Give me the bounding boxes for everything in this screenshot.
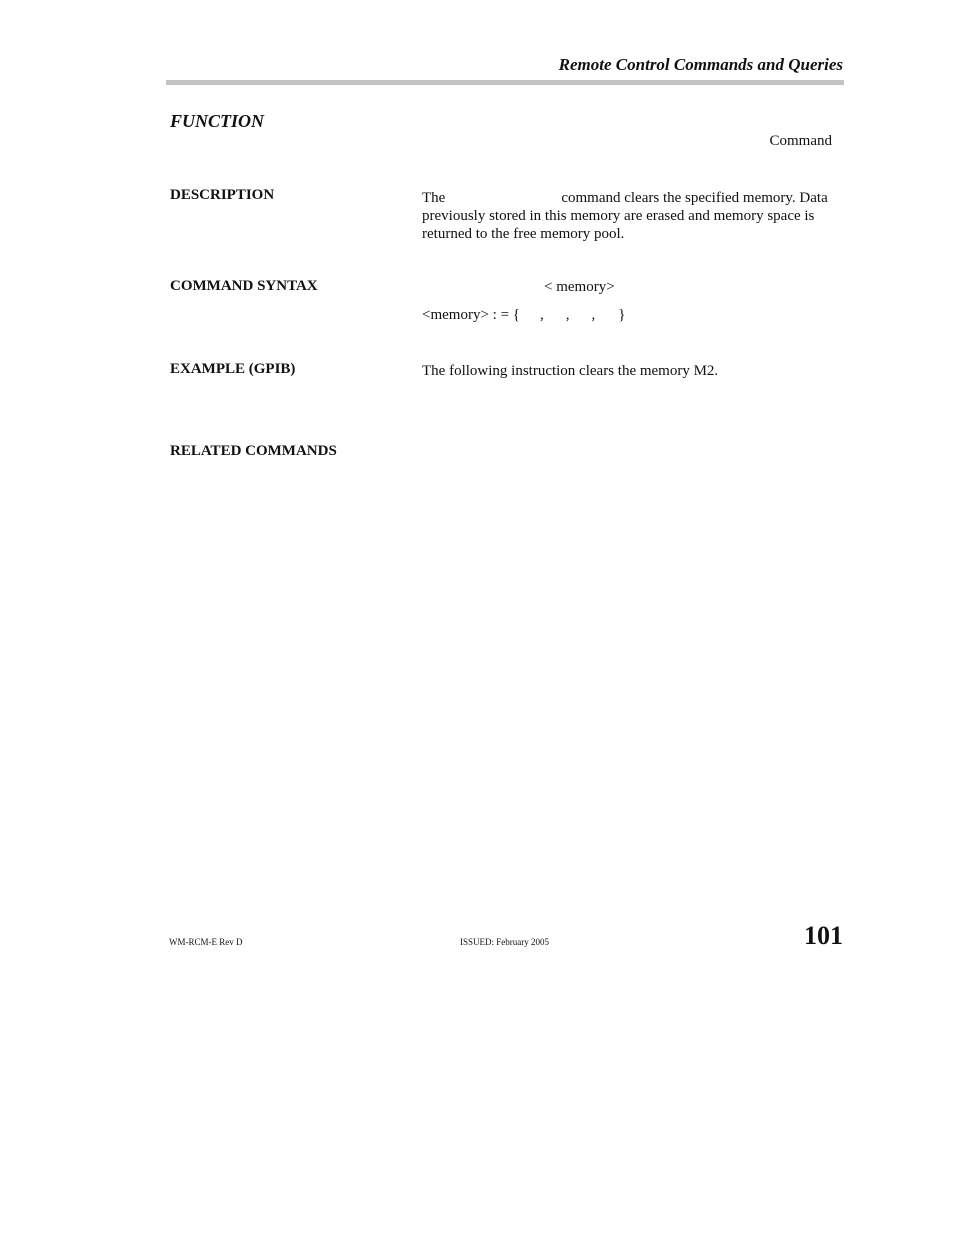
description-line-1-start: The xyxy=(422,190,446,206)
description-line-1 xyxy=(422,189,842,207)
example-text: The following instruction clears the memory M2. xyxy=(422,363,719,379)
syntax-line-1: < memory> xyxy=(544,279,615,295)
example-label: EXAMPLE (GPIB) xyxy=(170,361,296,377)
description-text xyxy=(422,189,842,243)
description-label: DESCRIPTION xyxy=(170,187,275,203)
syntax-memory-definition: <memory> : = { xyxy=(422,307,520,323)
syntax-line-2 xyxy=(422,307,625,324)
syntax-comma: , xyxy=(591,307,596,323)
page-number: 101 xyxy=(804,921,843,950)
syntax-comma: , xyxy=(539,307,544,323)
footer-doc-id: WM-RCM-E Rev D xyxy=(169,937,243,947)
page-header-title: Remote Control Commands and Queries xyxy=(558,55,843,74)
related-commands-label: RELATED COMMANDS xyxy=(170,443,337,459)
command-type: Command xyxy=(769,133,832,149)
header-rule xyxy=(166,80,844,85)
command-syntax-label: COMMAND SYNTAX xyxy=(170,278,318,294)
description-line-3: returned to the free memory pool. xyxy=(422,226,625,242)
function-heading: FUNCTION xyxy=(170,111,265,131)
description-line-1-end: command clears the specified memory. Data xyxy=(561,190,828,206)
description-line-2: previously stored in this memory are erased and memory space is xyxy=(422,208,815,224)
footer-issued: ISSUED: February 2005 xyxy=(460,937,549,947)
syntax-close-brace: } xyxy=(618,307,626,323)
syntax-comma: , xyxy=(565,307,570,323)
